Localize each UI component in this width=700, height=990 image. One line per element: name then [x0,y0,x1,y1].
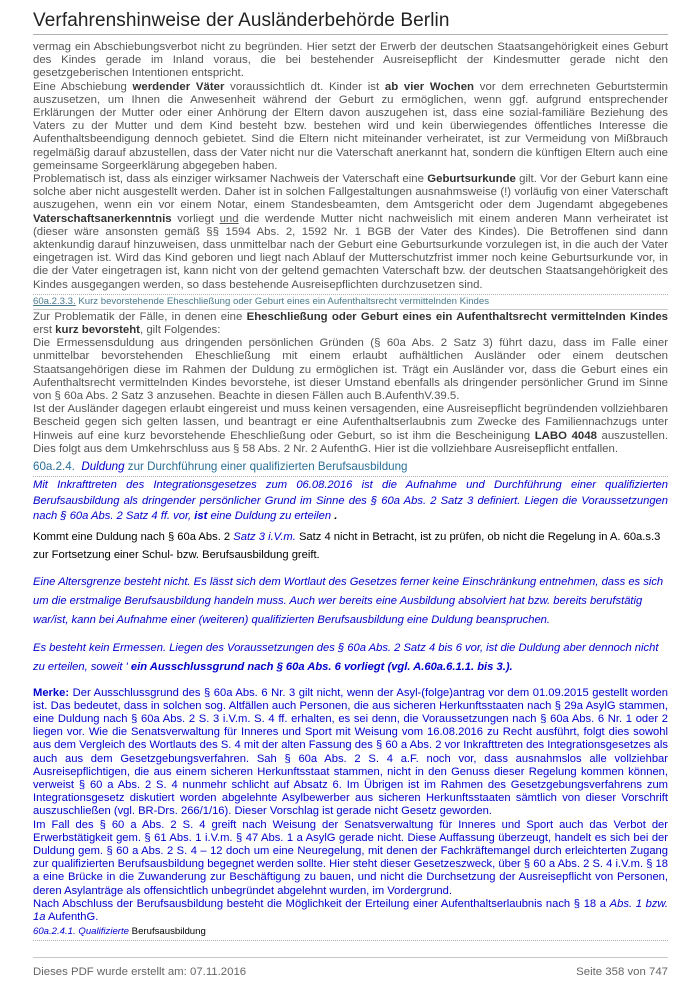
divider [33,309,668,310]
paragraph-3: Problematisch ist, dass als einziger wirksamer Nachweis der Vaterschaft eine Geburtsurkunde gilt. Vor der Geburt kann eine solche aber nicht ausgestellt werden. Daher ist in solchen Fallgestaltungen ausnahmsweise (!) vorläufig von einer Vaterschaft auszugehen, wenn ein vor einem Notar, einem Standesbeamten, dem Amtsgericht oder dem Jugendamt abgegebenes Vaterschaftsanerkenntnis vorliegt und die werdende Mutter nicht nachweislich mit einem anderen Mann verheiratet ist (dieser wäre ansonsten gemäß §§ 1594 Abs. 2, 1592 Nr. 1 BGB der Vater des Kindes). Die Betroffenen sind dann aktenkundig darauf hinzuweisen, dass unmittelbar nach der Geburt eine Geburtsurkunde vorzulegen ist, in die auch der Vater eingetragen ist. Wird das Kind geboren und liegt nach Ablauf der Mutterschutzfrist immer noch keine Geburtsurkunde vor, in die der Vater eingetragen ist, kann nicht von der geltend gemachten Vaterschaft bzw. der deutschen Staatsangehörigkeit des Kindes ausgegangen werden, so dass bestehende Ausreisepflichten durchzusetzen sind. [33,173,668,291]
section-heading-60a-2-4: 60a.2.4. Duldung zur Durchführung einer qualifizierten Berufsausbildung [33,460,408,474]
page-title: Verfahrenshinweise der Ausländerbehörde Berlin [33,10,450,31]
divider [33,476,668,477]
paragraph-5: Die Ermessensduldung aus dringenden persönlichen Gründen (§ 60a Abs. 2 Satz 3) führt dazu, dass im Falle einer unmittelbar bevorstehenden Eheschließung mit einem erlaubt aufhältlichen Ausländer oder einem deutschen Staatsangehörigen diese im Rahmen der Duldung zu ermöglichen ist. Trägt ein Ausländer vor, dass die Geburt eines ein Aufenthaltsrecht vermittelnden Kindes bevorstehe, ist dieser Umstand ebenfalls als dringender persönlicher Grund im Sinne von § 60a Abs. 2 Satz 3 anzusehen. Beachte in diesen Fällen auch B.AufenthV.39.5. [33,337,668,403]
paragraph-12: Im Fall des § 60 a Abs. 2 S. 4 greift nach Weisung der Senatsverwaltung für Inneres und Sport auch das Verbot der Erwerbstätigkeit gem. § 61 Abs. 1 i.V.m. § 47 Abs. 1 a AsylG gerade nicht. Diese Auffassung überzeugt, handelt es sich bei der Duldung gem. § 60 a Abs. 2 S. 4 – 12 doch um eine Neuregelung, mit denen der Fachkräftemangel durch erleichterten Zugang zur qualifizierten Berufsausbildung begegnet werden sollte. Hier steht dieser Gesetzeszweck, über § 60 a Abs. 2 S. 4 i.V.m. § 18 a eine Brücke in die Zuwanderung zur Beschäftigung zu bauen, und nicht die Durchsetzung der Ausreisepflicht von Personen, deren Asylanträge als offensichtlich unbegründet abgelehnt wurden, im Vordergrund. [33,818,668,897]
section-heading-60a-2-4-1: 60a.2.4.1. Qualifizierte Berufsausbildung [33,926,206,938]
divider [33,940,668,941]
paragraph-11: Merke: Der Ausschlussgrund des § 60a Abs. 6 Nr. 3 gilt nicht, wenn der Asyl-(folge)antrag vor dem 01.09.2015 gestellt worden ist. Das bedeutet, dass in solchen sog. Altfällen auch Personen, die aus sicheren Herkunftsstaaten nach § 29a AsylG stammen, eine Duldung nach § 60a Abs. 2 S. 3 i.V.m. S. 4 ff. erhalten, es sei denn, die Voraussetzungen nach § 60a Abs. 6 Nr. 1 oder 2 liegen vor. Wie die Senatsverwaltung für Inneres und Sport mit Weisung vom 16.08.2016 zu Recht ausführt, folgt dies sowohl aus dem Vergleich des Wortlauts des S. 4 mit der alten Fassung des § 60 a Abs. 2 vor Inkrafttreten des Integrationsgesetzes als auch aus dem Gesetzgebungsverfahren. Sah § 60a Abs. 2 S. 4 a.F. noch vor, dass ausnahmslos alle vollziehbar Ausreisepflichtigen, die aus einem sicheren Herkunftsstaat stammen, nicht in den Genuss dieser Regelung kommen können, verweist § 60 a Abs. 2 S. 4 nunmehr schlicht auf Absatz 6. Im Übrigen ist im Rahmen des Gesetzgebungsverfahrens zum Integrationsgesetz diskutiert worden abgelehnte Asylbewerber aus sicheren Herkunftsstaaten sämtlich von dieser Vorschrift auszuschließen (vgl. BR-Drs. 266/1/16). Dieser Vorschlag ist gerade nicht Gesetz geworden. [33,686,668,818]
footer-created-date: Dieses PDF wurde erstellt am: 07.11.2016 [33,966,247,978]
title-divider [33,34,668,35]
paragraph-7: Mit Inkrafttreten des Integrationsgesetzes zum 06.08.2016 ist die Aufnahme und Durchführung einer qualifizierten Berufsausbildung als dringender persönlicher Grund im Sinne des § 60a Abs. 2 Satz 3 definiert. Liegen die Voraussetzungen nach § 60a Abs. 2 Satz 4 ff. vor, ist eine Duldung zu erteilen . [33,479,668,523]
footer-page-number: Seite 358 von 747 [576,966,668,978]
divider [33,294,668,295]
paragraph-4: Zur Problematik der Fälle, in denen eine Eheschließung oder Geburt eines ein Aufenthaltsrecht vermittelnden Kindes erst kurz bevorsteht, gilt Folgendes: [33,310,668,337]
paragraph-9: Eine Altersgrenze besteht nicht. Es lässt sich dem Wortlaut des Gesetzes ferner keine Einschränkung entnehmen, dass es sich um die erstmalige Berufsausbildung handeln muss. Auch wer bereits eine Ausbildung absolviert hat bzw. bereits berufstätig war/ist, kann bei Aufnahme einer (weiteren) qualifizierten Berufsausbildung eine Duldung beanspruchen. [33,575,664,626]
section-heading-60a-2-3-3: 60a.2.3.3. Kurz bevorstehende Eheschließung oder Geburt eines ein Aufenthaltsrecht vermittelnden Kindes [33,295,490,307]
footer-divider [33,957,668,958]
page-footer [33,966,668,978]
document-body [33,41,668,942]
paragraph-8: Kommt eine Duldung nach § 60a Abs. 2 Satz 3 i.V.m. Satz 4 nicht in Betracht, ist zu prüfen, ob nicht die Regelung in A. 60a.s.3 zur Fortsetzung einer Schul- bzw. Berufsausbildung greift. [33,530,661,561]
paragraph-10: Es besteht kein Ermessen. Liegen des Voraussetzungen des § 60a Abs. 2 Satz 4 bis 6 vor, ist die Duldung aber dennoch nicht zu erteilen, soweit ' ein Ausschlussgrund nach § 60a Abs. 6 vorliegt (vgl. A.60a.6.1.1. bis 3.). [33,641,659,673]
paragraph-1: vermag ein Abschiebungsverbot nicht zu begründen. Hier setzt der Erwerb der deutschen Staatsangehörigkeit eines Geburt des Kindes gerade im Inland voraus, die bei bestehender Ausreisepflicht der Kindesmutter gerade nicht den gesetzgeberischen Intentionen entspricht. [33,41,668,80]
paragraph-13: Nach Abschluss der Berufsausbildung besteht die Möglichkeit der Erteilung einer Aufenthaltserlaubnis nach § 18 a Abs. 1 bzw. 1a AufenthG. [33,897,668,924]
paragraph-2: Eine Abschiebung werdender Väter voraussichtlich dt. Kinder ist ab vier Wochen vor dem errechneten Geburtstermin auszusetzen, um Ihnen die Anwesenheit während der Geburt zu ermöglichen, wenn ggf. aufgrund entsprechender Erklärungen der Mutter oder einer Anhörung der Eltern davon auszugehen ist, dass eine sozial-familiäre Beziehung des Vaters zu der Mutter und dem Kind besteht bzw. bestehen wird und kein überwiegendes öffentliches Interesse die Aufenthaltsbeendigung dennoch gebietet. Sind die Eltern nicht miteinander verheiratet, ist zur Vermeidung von Mißbrauch regelmäßig darauf abzustellen, dass der Vater nicht nur die Vaterschaft anerkannt hat, sondern die künftigen Eltern auch eine gemeinsame Sorgeerklärung abgegeben haben. [33,80,668,172]
paragraph-6: Ist der Ausländer dagegen erlaubt eingereist und muss keinen versagenden, eine Ausreisepflicht begründenden vollziehbaren Bescheid gegen sich gelten lassen, und beantragt er eine Aufenthaltserlaubnis zum Zwecke des Familiennachzugs unter Hinweis auf eine kurz bevorstehende Eheschließung oder Geburt, so ist ihm die Bescheinigung LABO 4048 auszustellen. Dies folgt aus dem Umkehrschluss aus § 58 Abs. 2 Nr. 2 AufenthG. Hier ist die vollziehbare Ausreisepflicht entfallen. [33,403,669,455]
section-number-link[interactable]: 60a.2.3.3. [33,295,76,307]
